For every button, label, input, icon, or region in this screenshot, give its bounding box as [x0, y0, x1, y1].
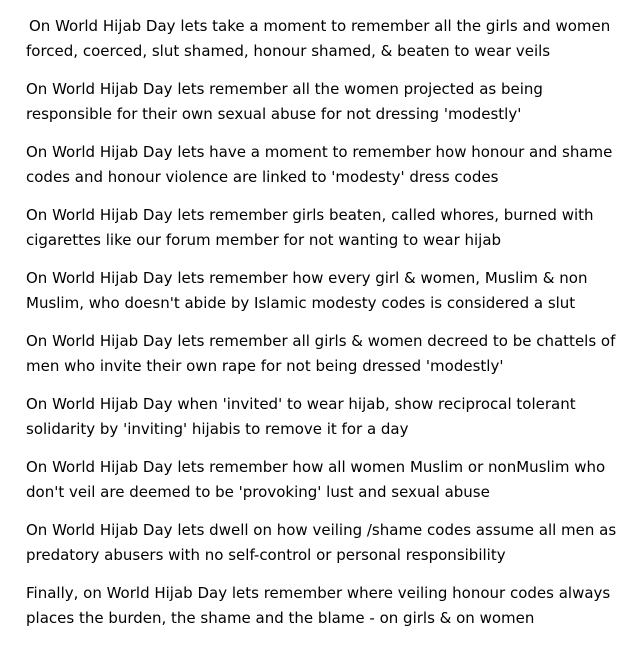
text-line: Finally, on World Hijab Day lets remember where veiling honour codes always — [26, 584, 611, 602]
text-line: On World Hijab Day lets remember how all women Muslim or nonMuslim who — [26, 458, 606, 476]
paragraph — [26, 266, 626, 316]
text-line: cigarettes like our forum member for not wanting to wear hijab — [26, 231, 502, 249]
text-line: solidarity by 'inviting' hijabis to remove it for a day — [26, 420, 409, 438]
paragraph — [26, 203, 626, 253]
text-line: responsible for their own sexual abuse for not dressing 'modestly' — [26, 105, 522, 123]
text-line: codes and honour violence are linked to 'modesty' dress codes — [26, 168, 499, 186]
text-line: On World Hijab Day lets dwell on how veiling /shame codes assume all men as — [26, 521, 617, 539]
text-line: Muslim, who doesn't abide by Islamic modesty codes is considered a slut — [26, 294, 576, 312]
paragraph — [26, 14, 626, 64]
text-line: On World Hijab Day when 'invited' to wear hijab, show reciprocal tolerant — [26, 395, 576, 413]
text-line: places the burden, the shame and the blame - on girls & on women — [26, 609, 535, 627]
paragraph — [26, 140, 626, 190]
text-line: On World Hijab Day lets have a moment to remember how honour and shame — [26, 143, 613, 161]
paragraph — [26, 455, 626, 505]
text-line: predatory abusers with no self-control or personal responsibility — [26, 546, 506, 564]
paragraph — [26, 392, 626, 442]
document-body — [26, 14, 626, 644]
paragraph — [26, 77, 626, 127]
text-line: On World Hijab Day lets remember girls beaten, called whores, burned with — [26, 206, 594, 224]
paragraph — [26, 518, 626, 568]
text-line: On World Hijab Day lets remember how every girl & women, Muslim & non — [26, 269, 588, 287]
text-line: On World Hijab Day lets remember all girls & women decreed to be chattels of — [26, 332, 616, 350]
text-line: men who invite their own rape for not being dressed 'modestly' — [26, 357, 504, 375]
text-line: forced, coerced, slut shamed, honour shamed, & beaten to wear veils — [26, 42, 551, 60]
paragraph — [26, 581, 626, 631]
text-line: On World Hijab Day lets remember all the women projected as being — [26, 80, 543, 98]
text-line: don't veil are deemed to be 'provoking' lust and sexual abuse — [26, 483, 490, 501]
paragraph — [26, 329, 626, 379]
text-line: On World Hijab Day lets take a moment to remember all the girls and women — [29, 17, 611, 35]
